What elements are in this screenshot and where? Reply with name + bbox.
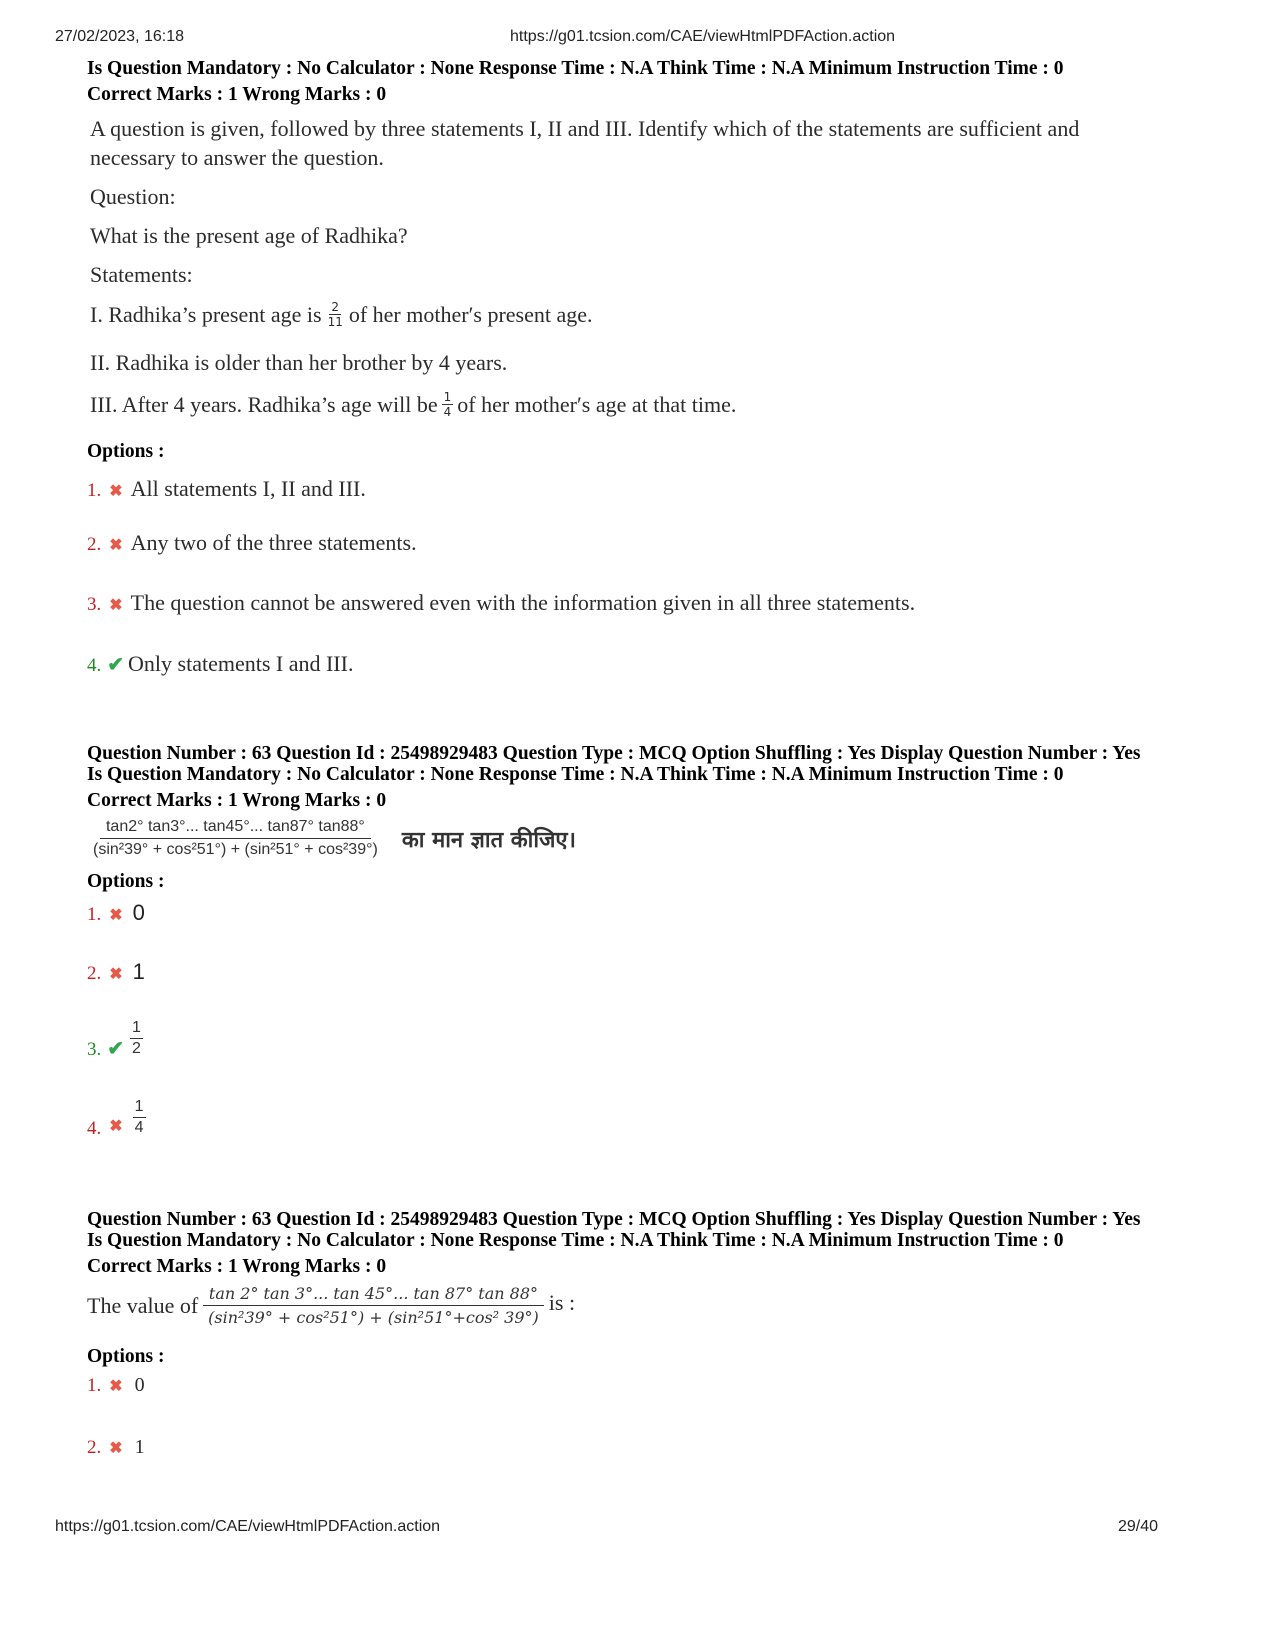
correct-mark-icon: ✔ (107, 1038, 125, 1060)
q2-option-4 (87, 1097, 146, 1140)
q1-intro-line2: necessary to answer the question. (90, 145, 384, 170)
option-text: 1 (134, 1436, 145, 1458)
wrong-mark-icon: ✖ (109, 1378, 123, 1395)
q3-suffix: is : (548, 1289, 576, 1315)
option-number: 1. (87, 480, 102, 501)
statement-3-prefix: III. After 4 years. Radhika’s age will be (90, 391, 438, 417)
option-text: Any two of the three statements. (130, 530, 417, 555)
wrong-mark-icon: ✖ (109, 1118, 123, 1135)
option-number: 4. (87, 655, 102, 676)
statement-3-fraction (442, 390, 454, 419)
fraction-denominator: 2 (132, 1040, 141, 1057)
wrong-mark-icon: ✖ (109, 1440, 123, 1457)
footer-url: https://g01.tcsion.com/CAE/viewHtmlPDFAction.action (55, 1518, 441, 1535)
q3-options-label: Options : (87, 1346, 165, 1367)
q3-option-1 (87, 1374, 145, 1397)
option-number: 1. (87, 1375, 102, 1396)
formula-denominator: (sin²39° + cos²51°) + (sin²51° + cos²39°) (93, 841, 378, 858)
formula-denominator: (sin²39° + cos²51°) + (sin²51°+cos² 39°) (208, 1308, 539, 1327)
q1-meta-line2: Is Question Mandatory : No Calculator : None Response Time : N.A Think Time : N.A Minimum Instruction Time : 0 (87, 58, 1064, 79)
q2-hindi-text: का मान ज्ञात कीजिए। (401, 827, 576, 853)
fraction-numerator: 2 (331, 300, 340, 314)
fraction-denominator: 4 (134, 1119, 144, 1136)
q1-intro-line1: A question is given, followed by three statements I, II and III. Identify which of the statements are sufficient and (90, 116, 1080, 141)
q1-statement-3 (90, 390, 736, 419)
option-text: 1 (132, 959, 145, 984)
q2-meta-line1: Question Number : 63 Question Id : 25498929483 Question Type : MCQ Option Shuffling : Yes Display Question Number : Yes (87, 743, 1141, 764)
q1-question-text: What is the present age of Radhika? (90, 223, 408, 248)
statement-1-suffix: of her mother′s present age. (348, 301, 593, 327)
option-number: 3. (87, 594, 102, 615)
wrong-mark-icon: ✖ (109, 483, 123, 500)
print-url: https://g01.tcsion.com/CAE/viewHtmlPDFAction.action (510, 28, 896, 45)
correct-mark-icon: ✔ (107, 654, 125, 676)
q2-meta-line3: Correct Marks : 1 Wrong Marks : 0 (87, 790, 387, 811)
option-text: 0 (134, 1374, 145, 1396)
wrong-mark-icon: ✖ (109, 537, 123, 554)
q1-options-label: Options : (87, 441, 165, 462)
print-datetime: 27/02/2023, 16:18 (55, 28, 185, 45)
q3-meta-line1: Question Number : 63 Question Id : 25498929483 Question Type : MCQ Option Shuffling : Yes Display Question Number : Yes (87, 1209, 1141, 1230)
q1-option-3 (87, 590, 915, 616)
q3-prefix: The value of (87, 1292, 199, 1318)
q1-statement-2: II. Radhika is older than her brother by 4 years. (90, 350, 508, 375)
q2-options-label: Options : (87, 871, 165, 892)
option-number: 3. (87, 1039, 102, 1060)
q2-option-1 (87, 900, 145, 926)
q2-option-3 (87, 1018, 143, 1061)
option-number: 2. (87, 963, 102, 984)
q2-question (87, 818, 576, 859)
option-text: All statements I, II and III. (130, 476, 366, 501)
statement-1-prefix: I. Radhika’s present age is (90, 301, 322, 327)
formula-numerator: tan 2° tan 3°... tan 45°... tan 87° tan 88° (203, 1284, 544, 1306)
fraction-numerator: 1 (130, 1018, 143, 1039)
page-number: 29/40 (1118, 1518, 1159, 1535)
fraction-denominator: 11 (327, 315, 343, 329)
q1-statement-1 (90, 300, 593, 329)
q1-option-1 (87, 470, 366, 502)
q1-option-4 (87, 651, 353, 677)
wrong-mark-icon: ✖ (109, 907, 123, 924)
fraction-numerator: 1 (133, 1097, 146, 1118)
q2-meta-line2: Is Question Mandatory : No Calculator : None Response Time : N.A Think Time : N.A Minimum Instruction Time : 0 (87, 764, 1064, 785)
q2-formula (87, 818, 384, 859)
q2-option-2 (87, 959, 145, 985)
q3-option-2 (87, 1436, 145, 1459)
option-fraction (130, 1018, 143, 1059)
option-number: 2. (87, 534, 102, 555)
q3-meta-line3: Correct Marks : 1 Wrong Marks : 0 (87, 1256, 387, 1277)
option-number: 1. (87, 904, 102, 925)
q1-statements-label: Statements: (90, 262, 193, 287)
option-text: The question cannot be answered even with the information given in all three statements. (130, 590, 916, 615)
q3-formula (202, 1284, 545, 1327)
fraction-denominator: 4 (443, 405, 452, 419)
wrong-mark-icon: ✖ (109, 597, 123, 614)
statement-3-suffix: of her mother′s age at that time. (457, 391, 737, 417)
option-number: 4. (87, 1118, 102, 1139)
fraction-numerator: 1 (443, 390, 452, 404)
option-text: 0 (132, 900, 145, 925)
q3-meta-line2: Is Question Mandatory : No Calculator : None Response Time : N.A Think Time : N.A Minimum Instruction Time : 0 (87, 1230, 1064, 1251)
option-text: Only statements I and III. (128, 651, 354, 676)
q1-meta-line3: Correct Marks : 1 Wrong Marks : 0 (87, 84, 387, 105)
q1-option-2 (87, 530, 417, 556)
statement-1-fraction (326, 300, 345, 329)
formula-numerator: tan2° tan3°... tan45°... tan87° tan88° (100, 818, 371, 839)
option-number: 2. (87, 1437, 102, 1458)
wrong-mark-icon: ✖ (109, 966, 123, 983)
option-fraction (133, 1097, 146, 1138)
q1-question-label: Question: (90, 184, 176, 209)
q3-question (87, 1284, 575, 1327)
